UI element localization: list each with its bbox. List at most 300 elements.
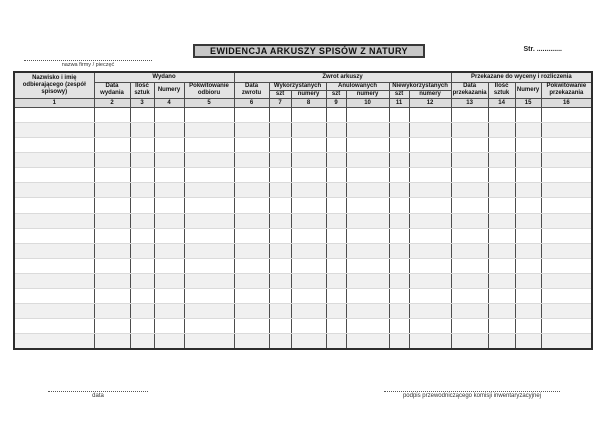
empty-cell bbox=[409, 213, 451, 228]
column-number: 11 bbox=[389, 98, 409, 107]
empty-cell bbox=[154, 122, 184, 137]
empty-cell bbox=[94, 183, 130, 198]
empty-cell bbox=[389, 273, 409, 288]
empty-cell bbox=[94, 138, 130, 153]
empty-cell bbox=[409, 289, 451, 304]
empty-cell bbox=[541, 183, 592, 198]
empty-cell bbox=[14, 198, 94, 213]
empty-cell bbox=[154, 304, 184, 319]
empty-cell bbox=[14, 243, 94, 258]
table-row bbox=[14, 138, 592, 153]
table-row bbox=[14, 153, 592, 168]
empty-cell bbox=[94, 334, 130, 349]
empty-cell bbox=[488, 168, 515, 183]
table-row bbox=[14, 334, 592, 349]
empty-cell bbox=[234, 168, 269, 183]
empty-cell bbox=[488, 153, 515, 168]
empty-cell bbox=[94, 228, 130, 243]
empty-cell bbox=[94, 304, 130, 319]
empty-cell bbox=[130, 138, 154, 153]
empty-cell bbox=[234, 334, 269, 349]
empty-cell bbox=[326, 168, 346, 183]
empty-cell bbox=[234, 243, 269, 258]
form-title-box bbox=[193, 44, 425, 58]
empty-cell bbox=[154, 289, 184, 304]
empty-cell bbox=[234, 153, 269, 168]
empty-cell bbox=[409, 319, 451, 334]
empty-cell bbox=[515, 228, 541, 243]
empty-cell bbox=[515, 168, 541, 183]
empty-cell bbox=[291, 168, 326, 183]
empty-cell bbox=[488, 304, 515, 319]
empty-cell bbox=[291, 183, 326, 198]
signature-line bbox=[384, 381, 560, 392]
column-number: 9 bbox=[326, 98, 346, 107]
empty-cell bbox=[541, 258, 592, 273]
empty-cell bbox=[154, 213, 184, 228]
empty-cell bbox=[409, 243, 451, 258]
empty-cell bbox=[234, 138, 269, 153]
empty-cell bbox=[94, 213, 130, 228]
empty-cell bbox=[291, 228, 326, 243]
header-used: Wykorzystanych bbox=[269, 82, 326, 90]
table-row bbox=[14, 213, 592, 228]
empty-cell bbox=[291, 107, 326, 122]
empty-cell bbox=[184, 107, 234, 122]
empty-cell bbox=[346, 319, 389, 334]
empty-cell bbox=[326, 183, 346, 198]
empty-cell bbox=[541, 138, 592, 153]
header-used-count: szt bbox=[269, 90, 291, 98]
empty-cell bbox=[451, 273, 488, 288]
column-number: 1 bbox=[14, 98, 94, 107]
date-label: data bbox=[92, 393, 104, 399]
column-number: 16 bbox=[541, 98, 592, 107]
empty-cell bbox=[234, 198, 269, 213]
empty-cell bbox=[451, 183, 488, 198]
empty-cell bbox=[389, 198, 409, 213]
empty-cell bbox=[346, 334, 389, 349]
empty-cell bbox=[269, 273, 291, 288]
empty-cell bbox=[346, 258, 389, 273]
table-row bbox=[14, 168, 592, 183]
empty-cell bbox=[269, 153, 291, 168]
empty-cell bbox=[269, 138, 291, 153]
empty-cell bbox=[154, 153, 184, 168]
empty-cell bbox=[488, 198, 515, 213]
empty-cell bbox=[409, 304, 451, 319]
empty-cell bbox=[326, 138, 346, 153]
empty-cell bbox=[346, 107, 389, 122]
empty-cell bbox=[389, 138, 409, 153]
empty-cell bbox=[269, 228, 291, 243]
empty-cell bbox=[234, 107, 269, 122]
empty-cell bbox=[326, 319, 346, 334]
empty-cell bbox=[234, 258, 269, 273]
chairman-signature-field bbox=[384, 381, 560, 399]
empty-cell bbox=[184, 153, 234, 168]
empty-cell bbox=[389, 107, 409, 122]
empty-cell bbox=[94, 319, 130, 334]
table-header-sub-row bbox=[14, 82, 592, 90]
empty-cell bbox=[541, 153, 592, 168]
empty-cell bbox=[154, 183, 184, 198]
empty-cell bbox=[541, 304, 592, 319]
empty-cell bbox=[291, 138, 326, 153]
empty-cell bbox=[14, 258, 94, 273]
empty-cell bbox=[488, 183, 515, 198]
table-row bbox=[14, 183, 592, 198]
empty-cell bbox=[409, 122, 451, 137]
empty-cell bbox=[541, 273, 592, 288]
empty-cell bbox=[291, 213, 326, 228]
empty-cell bbox=[130, 168, 154, 183]
empty-cell bbox=[94, 243, 130, 258]
table-row bbox=[14, 258, 592, 273]
empty-cell bbox=[130, 273, 154, 288]
empty-cell bbox=[326, 153, 346, 168]
column-number: 5 bbox=[184, 98, 234, 107]
empty-cell bbox=[515, 153, 541, 168]
empty-cell bbox=[409, 258, 451, 273]
header-cancelled-numbers: numery bbox=[346, 90, 389, 98]
table-header-group-row bbox=[14, 72, 592, 82]
empty-cell bbox=[389, 319, 409, 334]
empty-cell bbox=[130, 243, 154, 258]
empty-cell bbox=[94, 107, 130, 122]
empty-cell bbox=[541, 319, 592, 334]
empty-cell bbox=[488, 213, 515, 228]
empty-cell bbox=[184, 138, 234, 153]
header-transfer-quantity: Ilość sztuk bbox=[488, 82, 515, 98]
empty-cell bbox=[14, 138, 94, 153]
empty-cell bbox=[326, 273, 346, 288]
empty-cell bbox=[389, 228, 409, 243]
header-cancelled-count: szt bbox=[326, 90, 346, 98]
empty-cell bbox=[130, 213, 154, 228]
empty-cell bbox=[154, 138, 184, 153]
empty-cell bbox=[451, 228, 488, 243]
empty-cell bbox=[291, 273, 326, 288]
empty-cell bbox=[515, 107, 541, 122]
empty-cell bbox=[94, 168, 130, 183]
empty-cell bbox=[14, 168, 94, 183]
empty-cell bbox=[154, 273, 184, 288]
empty-cell bbox=[184, 319, 234, 334]
empty-cell bbox=[269, 334, 291, 349]
empty-cell bbox=[326, 258, 346, 273]
header-recipient-name: Nazwisko i imię odbierającego (zespół spisowy) bbox=[14, 72, 94, 98]
empty-cell bbox=[488, 107, 515, 122]
table-row bbox=[14, 319, 592, 334]
empty-cell bbox=[94, 122, 130, 137]
empty-cell bbox=[389, 258, 409, 273]
empty-cell bbox=[291, 334, 326, 349]
header-return-date: Data zwrotu bbox=[234, 82, 269, 98]
empty-cell bbox=[389, 243, 409, 258]
empty-cell bbox=[154, 198, 184, 213]
table-row bbox=[14, 304, 592, 319]
empty-cell bbox=[130, 198, 154, 213]
company-stamp-field bbox=[24, 50, 152, 68]
empty-cell bbox=[409, 153, 451, 168]
empty-cell bbox=[451, 107, 488, 122]
empty-cell bbox=[326, 243, 346, 258]
empty-cell bbox=[234, 273, 269, 288]
empty-cell bbox=[130, 228, 154, 243]
empty-cell bbox=[14, 334, 94, 349]
column-number: 2 bbox=[94, 98, 130, 107]
empty-cell bbox=[389, 334, 409, 349]
empty-cell bbox=[488, 289, 515, 304]
header-unused-count: szt bbox=[389, 90, 409, 98]
empty-cell bbox=[154, 319, 184, 334]
empty-cell bbox=[14, 304, 94, 319]
empty-cell bbox=[488, 273, 515, 288]
empty-cell bbox=[541, 213, 592, 228]
empty-cell bbox=[184, 122, 234, 137]
empty-cell bbox=[515, 198, 541, 213]
empty-cell bbox=[515, 289, 541, 304]
empty-cell bbox=[346, 304, 389, 319]
header-group-return: Zwrot arkuszy bbox=[234, 72, 451, 82]
empty-cell bbox=[184, 258, 234, 273]
empty-cell bbox=[234, 228, 269, 243]
empty-cell bbox=[94, 289, 130, 304]
empty-cell bbox=[130, 289, 154, 304]
empty-cell bbox=[291, 153, 326, 168]
empty-cell bbox=[346, 153, 389, 168]
empty-cell bbox=[515, 273, 541, 288]
column-number: 4 bbox=[154, 98, 184, 107]
empty-cell bbox=[184, 198, 234, 213]
empty-cell bbox=[94, 258, 130, 273]
empty-cell bbox=[269, 168, 291, 183]
empty-cell bbox=[291, 258, 326, 273]
empty-cell bbox=[488, 228, 515, 243]
column-number: 10 bbox=[346, 98, 389, 107]
empty-cell bbox=[389, 289, 409, 304]
empty-cell bbox=[488, 319, 515, 334]
empty-cell bbox=[541, 289, 592, 304]
empty-cell bbox=[409, 334, 451, 349]
empty-cell bbox=[346, 168, 389, 183]
empty-cell bbox=[346, 122, 389, 137]
empty-cell bbox=[326, 213, 346, 228]
empty-cell bbox=[515, 138, 541, 153]
empty-cell bbox=[291, 304, 326, 319]
empty-cell bbox=[154, 243, 184, 258]
empty-cell bbox=[451, 168, 488, 183]
empty-cell bbox=[269, 213, 291, 228]
header-issue-date: Data wydania bbox=[94, 82, 130, 98]
inventory-sheets-table bbox=[13, 71, 593, 350]
empty-cell bbox=[515, 334, 541, 349]
column-number: 14 bbox=[488, 98, 515, 107]
table-row bbox=[14, 107, 592, 122]
column-number: 6 bbox=[234, 98, 269, 107]
empty-cell bbox=[184, 243, 234, 258]
empty-cell bbox=[326, 289, 346, 304]
empty-cell bbox=[130, 107, 154, 122]
empty-cell bbox=[234, 183, 269, 198]
empty-cell bbox=[291, 243, 326, 258]
empty-cell bbox=[154, 228, 184, 243]
header-used-numbers: numery bbox=[291, 90, 326, 98]
empty-cell bbox=[488, 243, 515, 258]
empty-cell bbox=[451, 153, 488, 168]
empty-cell bbox=[94, 198, 130, 213]
empty-cell bbox=[326, 198, 346, 213]
empty-cell bbox=[326, 304, 346, 319]
column-number: 15 bbox=[515, 98, 541, 107]
empty-cell bbox=[269, 122, 291, 137]
column-number: 13 bbox=[451, 98, 488, 107]
header-quantity: Ilość sztuk bbox=[130, 82, 154, 98]
empty-cell bbox=[184, 213, 234, 228]
empty-cell bbox=[488, 258, 515, 273]
empty-cell bbox=[14, 273, 94, 288]
empty-cell bbox=[515, 258, 541, 273]
empty-cell bbox=[541, 168, 592, 183]
empty-cell bbox=[409, 138, 451, 153]
empty-cell bbox=[269, 183, 291, 198]
empty-cell bbox=[154, 334, 184, 349]
empty-cell bbox=[184, 168, 234, 183]
empty-cell bbox=[515, 319, 541, 334]
empty-cell bbox=[269, 289, 291, 304]
empty-cell bbox=[184, 228, 234, 243]
form-title: EWIDENCJA ARKUSZY SPISÓW Z NATURY bbox=[210, 46, 408, 56]
empty-cell bbox=[346, 213, 389, 228]
empty-cell bbox=[541, 198, 592, 213]
empty-cell bbox=[326, 107, 346, 122]
empty-cell bbox=[326, 334, 346, 349]
empty-cell bbox=[389, 304, 409, 319]
header-group-issued: Wydano bbox=[94, 72, 234, 82]
header-receipt-confirmation: Pokwitowanie odbioru bbox=[184, 82, 234, 98]
empty-cell bbox=[234, 213, 269, 228]
empty-cell bbox=[515, 304, 541, 319]
empty-cell bbox=[515, 122, 541, 137]
empty-cell bbox=[94, 153, 130, 168]
empty-cell bbox=[14, 213, 94, 228]
empty-cell bbox=[130, 334, 154, 349]
empty-cell bbox=[14, 153, 94, 168]
empty-cell bbox=[14, 319, 94, 334]
table-row bbox=[14, 289, 592, 304]
empty-cell bbox=[154, 107, 184, 122]
empty-cell bbox=[14, 228, 94, 243]
header-numbers: Numery bbox=[154, 82, 184, 98]
empty-cell bbox=[234, 122, 269, 137]
date-line bbox=[48, 381, 148, 392]
empty-cell bbox=[409, 168, 451, 183]
empty-cell bbox=[291, 198, 326, 213]
empty-cell bbox=[184, 304, 234, 319]
empty-cell bbox=[234, 289, 269, 304]
empty-cell bbox=[541, 122, 592, 137]
empty-cell bbox=[269, 243, 291, 258]
empty-cell bbox=[130, 304, 154, 319]
empty-cell bbox=[451, 258, 488, 273]
column-number: 8 bbox=[291, 98, 326, 107]
empty-cell bbox=[488, 138, 515, 153]
empty-cell bbox=[130, 319, 154, 334]
empty-cell bbox=[234, 304, 269, 319]
empty-cell bbox=[346, 183, 389, 198]
empty-cell bbox=[409, 183, 451, 198]
empty-cell bbox=[291, 319, 326, 334]
empty-cell bbox=[409, 228, 451, 243]
empty-cell bbox=[154, 258, 184, 273]
empty-cell bbox=[130, 183, 154, 198]
empty-cell bbox=[346, 198, 389, 213]
empty-cell bbox=[184, 334, 234, 349]
column-number: 3 bbox=[130, 98, 154, 107]
empty-cell bbox=[130, 122, 154, 137]
empty-cell bbox=[541, 334, 592, 349]
empty-cell bbox=[346, 138, 389, 153]
empty-cell bbox=[488, 334, 515, 349]
empty-cell bbox=[409, 107, 451, 122]
empty-cell bbox=[234, 319, 269, 334]
column-number: 12 bbox=[409, 98, 451, 107]
empty-cell bbox=[451, 198, 488, 213]
header-cancelled: Anulowanych bbox=[326, 82, 389, 90]
empty-cell bbox=[269, 319, 291, 334]
empty-cell bbox=[389, 153, 409, 168]
empty-cell bbox=[451, 243, 488, 258]
empty-cell bbox=[389, 122, 409, 137]
empty-cell bbox=[346, 243, 389, 258]
empty-cell bbox=[451, 122, 488, 137]
empty-cell bbox=[14, 289, 94, 304]
empty-cell bbox=[94, 273, 130, 288]
empty-cell bbox=[541, 228, 592, 243]
header-transfer-confirmation: Pokwitowanie przekazania bbox=[541, 82, 592, 98]
empty-cell bbox=[14, 183, 94, 198]
column-number: 7 bbox=[269, 98, 291, 107]
company-stamp-label: nazwa firmy / pieczęć bbox=[61, 62, 115, 68]
empty-cell bbox=[451, 304, 488, 319]
empty-cell bbox=[14, 122, 94, 137]
empty-cell bbox=[409, 273, 451, 288]
empty-cell bbox=[184, 273, 234, 288]
header-group-transferred: Przekazane do wyceny i rozliczenia bbox=[451, 72, 592, 82]
empty-cell bbox=[541, 107, 592, 122]
table-row bbox=[14, 122, 592, 137]
empty-cell bbox=[346, 289, 389, 304]
table-row bbox=[14, 243, 592, 258]
empty-cell bbox=[451, 213, 488, 228]
empty-cell bbox=[346, 228, 389, 243]
page-number-field: Str. ............. bbox=[523, 46, 562, 53]
empty-cell bbox=[451, 289, 488, 304]
header-unused: Niewykorzystanych bbox=[389, 82, 451, 90]
empty-cell bbox=[451, 138, 488, 153]
empty-cell bbox=[269, 107, 291, 122]
empty-cell bbox=[130, 153, 154, 168]
empty-cell bbox=[389, 168, 409, 183]
empty-cell bbox=[515, 213, 541, 228]
date-signature-field bbox=[48, 381, 148, 399]
empty-cell bbox=[541, 243, 592, 258]
empty-cell bbox=[14, 107, 94, 122]
empty-cell bbox=[184, 289, 234, 304]
table-column-numbers-row bbox=[14, 98, 592, 107]
empty-cell bbox=[488, 122, 515, 137]
